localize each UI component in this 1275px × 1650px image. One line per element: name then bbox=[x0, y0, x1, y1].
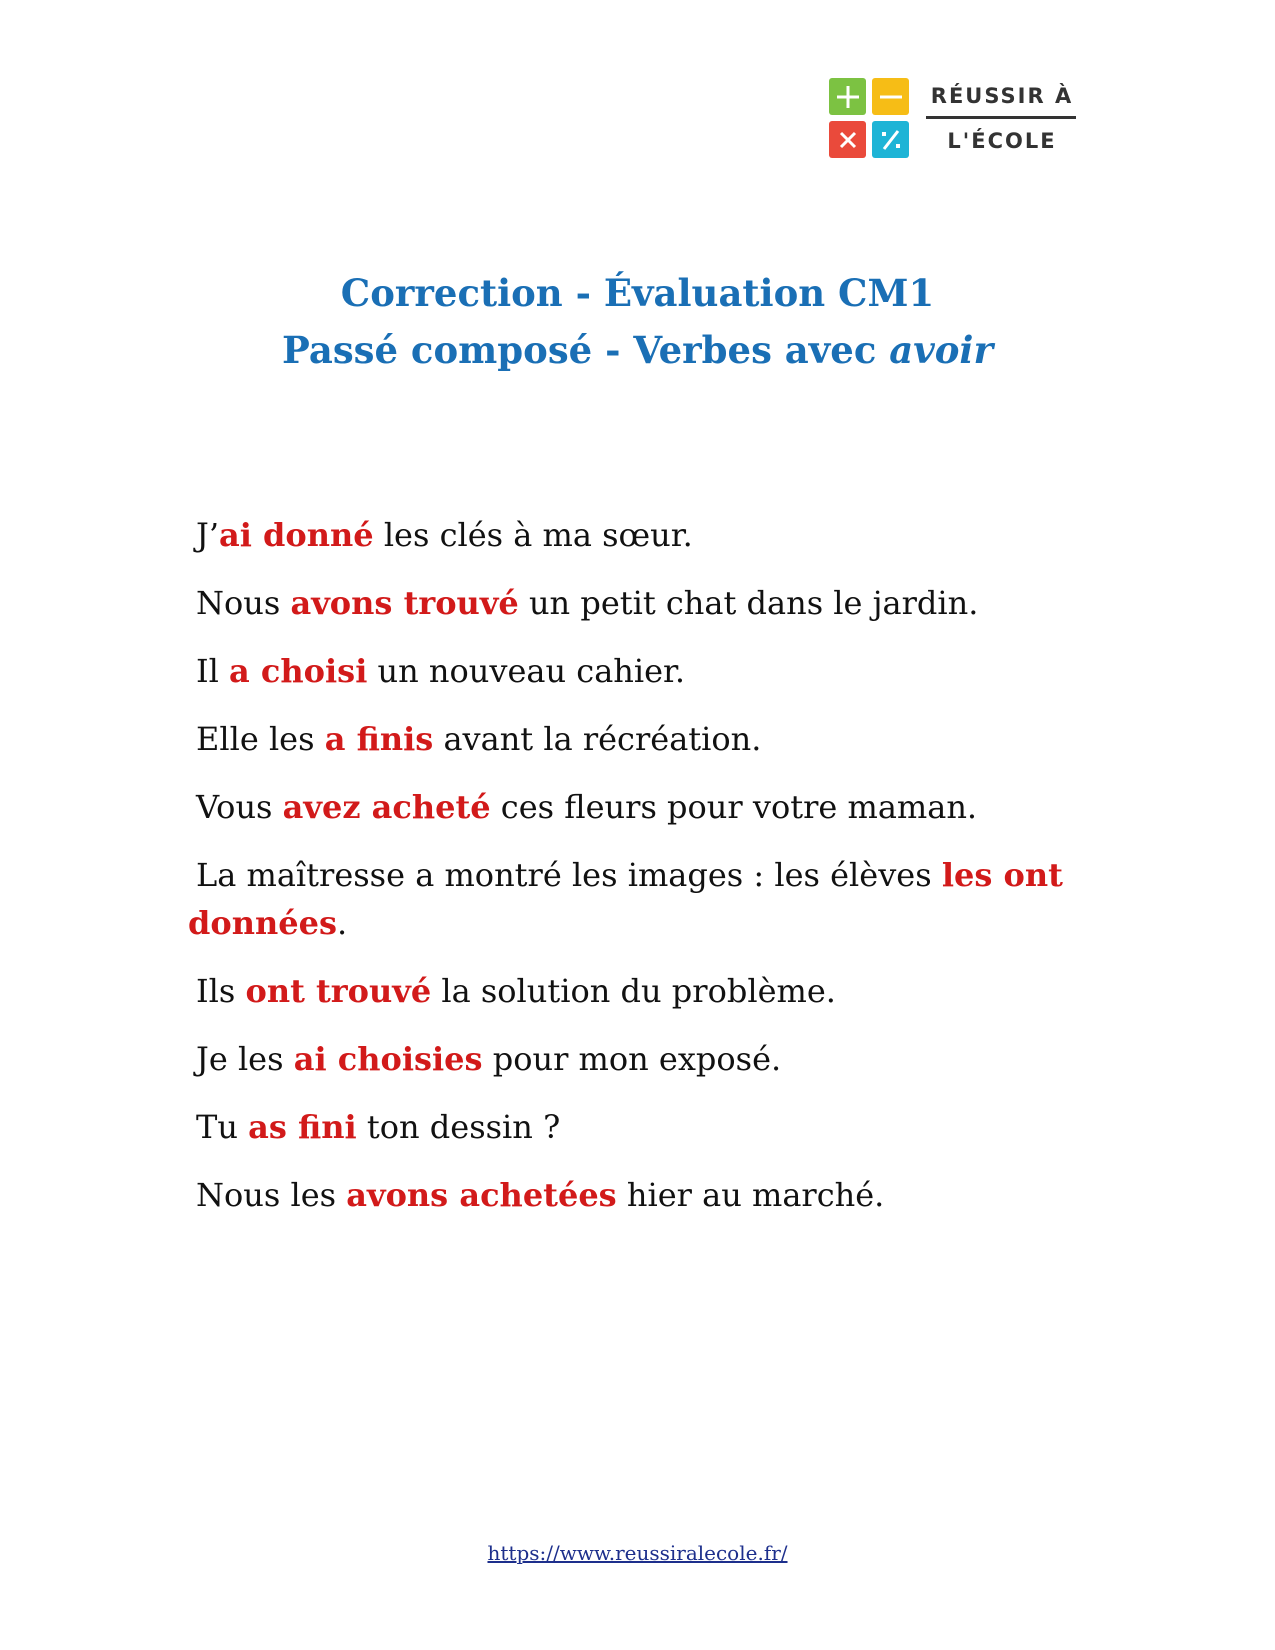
sentence-text: J’ bbox=[196, 516, 219, 554]
minus-icon bbox=[872, 78, 909, 115]
sentence-6-continuation bbox=[188, 904, 1068, 942]
sentence-9 bbox=[196, 1108, 1076, 1146]
sentence-text: un nouveau cahier. bbox=[367, 652, 685, 690]
sentence-text: Il bbox=[196, 652, 230, 690]
sentence-5 bbox=[196, 788, 1076, 826]
sentence-text: ces fleurs pour votre maman. bbox=[490, 788, 978, 826]
verb-answer: avez acheté bbox=[282, 788, 491, 826]
verb-answer: a finis bbox=[324, 720, 434, 758]
sentence-text: La maîtresse a montré les images : les élèves bbox=[196, 856, 942, 894]
sentence-text: Ils bbox=[196, 972, 246, 1010]
sentence-4 bbox=[196, 720, 1076, 758]
sentence-text: . bbox=[336, 904, 348, 942]
sentence-3 bbox=[196, 652, 1076, 690]
logo-wordmark bbox=[926, 78, 1078, 160]
sentence-text: ton dessin ? bbox=[356, 1108, 561, 1146]
title-line-2-italic: avoir bbox=[889, 328, 993, 372]
verb-answer: avons achetées bbox=[346, 1176, 617, 1214]
verb-answer: avons trouvé bbox=[290, 584, 519, 622]
sentence-text: Vous bbox=[196, 788, 283, 826]
verb-answer: a choisi bbox=[229, 652, 368, 690]
sentence-text: Je les bbox=[196, 1040, 294, 1078]
title-line-1: Correction - Évaluation CM1 bbox=[340, 271, 935, 315]
sentence-6 bbox=[196, 856, 1076, 894]
verb-answer: ai donné bbox=[219, 516, 374, 554]
logo-divider bbox=[926, 116, 1076, 119]
sentence-text: un petit chat dans le jardin. bbox=[518, 584, 979, 622]
sentence-text: pour mon exposé. bbox=[482, 1040, 782, 1078]
sentence-2 bbox=[196, 584, 1076, 622]
verb-answer: as fini bbox=[248, 1108, 357, 1146]
logo-icon-grid bbox=[829, 78, 911, 160]
sentence-8 bbox=[196, 1040, 1076, 1078]
verb-answer: ai choisies bbox=[293, 1040, 483, 1078]
title-line-2-prefix: Passé composé - Verbes avec bbox=[282, 328, 890, 372]
website-link[interactable]: https://www.reussiralecole.fr/ bbox=[487, 1541, 788, 1565]
footer bbox=[0, 1541, 1275, 1565]
plus-icon bbox=[829, 78, 866, 115]
verb-answer: données bbox=[188, 904, 337, 942]
logo bbox=[829, 78, 1079, 160]
sentence-7 bbox=[196, 972, 1076, 1010]
sentence-text: la solution du problème. bbox=[431, 972, 836, 1010]
sentence-text: Tu bbox=[196, 1108, 249, 1146]
page-title bbox=[0, 265, 1275, 379]
title-line-2 bbox=[0, 322, 1275, 379]
sentence-text: Nous bbox=[196, 584, 291, 622]
times-icon bbox=[829, 121, 866, 158]
sentence-10 bbox=[196, 1176, 1076, 1214]
verb-answer: ont trouvé bbox=[245, 972, 432, 1010]
logo-line-2: L'ÉCOLE bbox=[947, 129, 1057, 153]
sentence-text: avant la récréation. bbox=[433, 720, 762, 758]
sentence-1 bbox=[196, 516, 1076, 554]
sentence-text: hier au marché. bbox=[616, 1176, 885, 1214]
sentence-text: Elle les bbox=[196, 720, 325, 758]
sentence-text: Nous les bbox=[196, 1176, 347, 1214]
sentence-text: les clés à ma sœur. bbox=[373, 516, 693, 554]
verb-answer: les ont bbox=[941, 856, 1063, 894]
logo-line-1: RÉUSSIR À bbox=[930, 84, 1074, 108]
percent-icon bbox=[872, 121, 909, 158]
